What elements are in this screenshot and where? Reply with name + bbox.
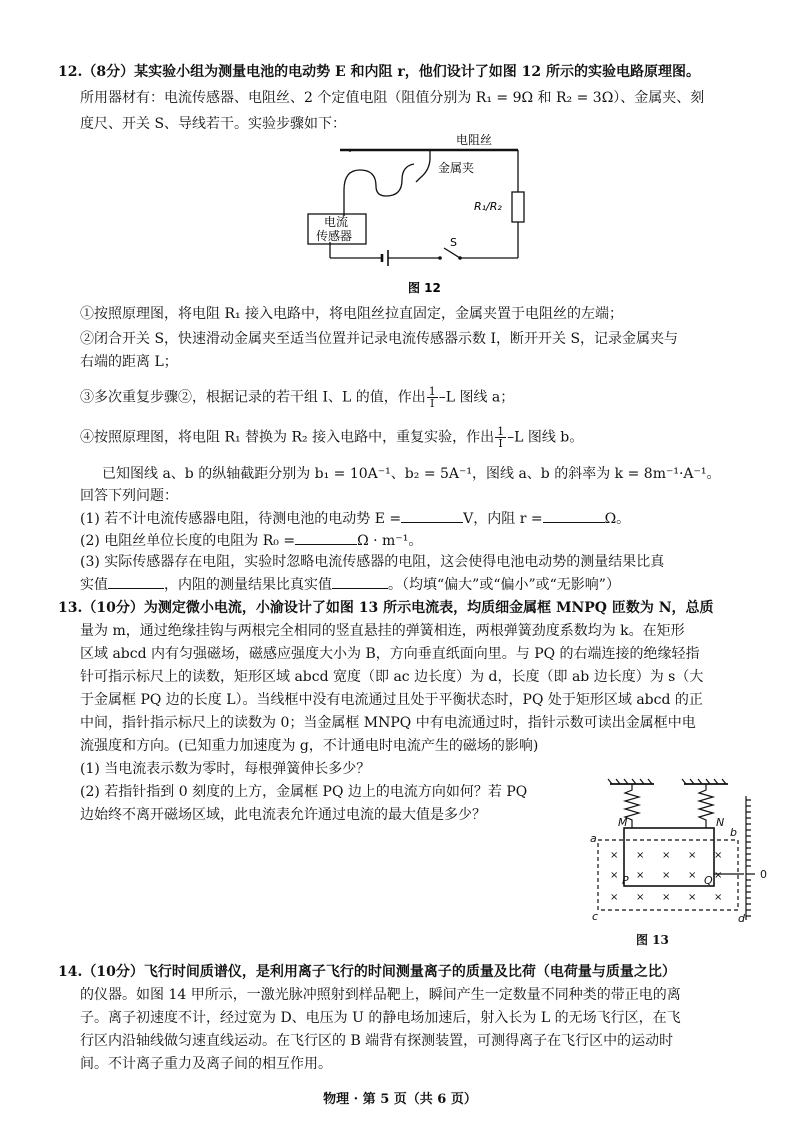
q12-step-4-post: –L 图线 b。 [507,429,584,446]
fraction-1-over-i [427,386,438,409]
q12-sub-1 [80,508,630,529]
current-meter-diagram [580,778,780,926]
q13-sub-1: (1) 当电流表示数为零时，每根弹簧伸长多少？ [80,761,371,777]
resistor-r1-r2 [512,192,524,222]
q12-answer-prompt: 回答下列问题： [80,488,178,504]
scale-zero-label: 0 [760,868,767,881]
resistor-label: R₁/R₂ [474,200,502,213]
label-q: Q [704,874,713,887]
q12-sub-3-line-2 [80,574,620,595]
field-mark: × [636,870,645,881]
q12-step-2a: ②闭合开关 S，快速滑动金属夹至适当位置并记录电流传感器示数 I，断开开关 S，记录金属夹与 [80,331,679,347]
field-mark: × [636,892,645,903]
emf-answer-blank[interactable] [401,508,463,523]
sensor-label-2: 传感器 [316,229,353,243]
label-m: M [618,816,628,829]
q14-line-5: 间。不计离子重力及离子间的相互作用。 [80,1056,332,1072]
label-n: N [716,816,725,829]
clip-wire [344,164,414,216]
q12-sub-2-a: (2) 电阻丝单位长度的电阻为 R₀ = [80,533,296,549]
wire-label: 电阻丝 [456,133,493,147]
clip-label: 金属夹 [438,161,475,175]
q12-step-4-pre: ④按照原理图，将电阻 R₁ 替换为 R₂ 接入电路中，重复实验，作出 [80,429,495,446]
field-mark: × [714,870,723,881]
fraction-numerator: 1 [428,385,436,398]
fraction-denominator: I [430,397,435,410]
field-mark: × [636,850,645,861]
field-mark: × [662,850,671,861]
q12-step-1: ①按照原理图，将电阻 R₁ 接入电路中，将电阻丝拉直固定，金属夹置于电阻丝的左端； [80,306,624,322]
q12-line-1: 12.（8分）某实验小组为测量电池的电动势 E 和内阻 r，他们设计了如图 12 所示的实验电路原理图。 [58,64,700,80]
q12-sub-3-a: 实值 [80,577,108,593]
internal-resistance-answer-blank[interactable] [543,508,605,523]
q12-line-2: 所用器材有：电流传感器、电阻丝、2 个定值电阻（阻值分别为 R₁ = 9Ω 和 R₂ = 3Ω）、金属夹、刻 [80,90,705,106]
field-mark: × [610,892,619,903]
q12-sub-1-a: (1) 若不计电流传感器电阻，待测电池的电动势 E = [80,511,402,527]
q13-line-7: 流强度和方向。(已知重力加速度为 g，不计通电时电流产生的磁场的影响) [80,738,539,754]
field-mark: × [688,870,697,881]
q12-sub-3-c: 。（均填“偏大”或“偏小”或“无影响”） [388,577,620,593]
q13-line-3: 区域 abcd 内有匀强磁场，磁感应强度大小为 B，方向垂直纸面向里。与 PQ 的右端连接的绝缘轻指 [80,646,700,662]
q14-line-3: 子。离子初速度不计，经过宽为 D、电压为 U 的静电场加速后，射入长为 L 的无场飞行区，在飞 [80,1010,681,1026]
circuit-diagram [290,130,550,300]
q14-line-1: 14.（10分）飞行时间质谱仪，是利用离子飞行的时间测量离子的质量及比荷（电荷量与质量之比） [58,964,676,980]
q12-sub-2 [80,530,422,551]
figure-12-circuit [290,130,550,300]
q13-line-2: 量为 m，通过绝缘挂钩与两根完全相同的竖直悬挂的弹簧相连，两根弹簧劲度系数均为 k。在矩形 [80,623,685,639]
q12-step-2b: 右端的距离 L； [80,354,178,370]
field-mark: × [714,850,723,861]
label-b: b [730,826,737,839]
r0-answer-blank[interactable] [295,530,357,545]
q13-sub-2a: (2) 若指针指到 0 刻度的上方，金属框 PQ 边上的电流方向如何？若 PQ [80,784,528,800]
switch-label: S [450,236,457,249]
metal-clip [416,150,430,182]
q12-sub-3-line-1: (3) 实际传感器存在电阻，实验时忽略电流传感器的电阻，这会使得电池电动势的测量结果比真 [80,554,665,570]
q13-sub-2b: 边始终不离开磁场区域，此电流表允许通过电流的最大值是多少？ [80,807,486,823]
q12-step-3 [80,386,514,409]
q12-known-values: 已知图线 a、b 的纵轴截距分别为 b₁ = 10A⁻¹、b₂ = 5A⁻¹，图线 a、b 的斜率为 k = 8m⁻¹·A⁻¹。 [102,466,721,482]
field-mark: × [610,870,619,881]
emf-bias-answer-blank[interactable] [108,574,164,589]
field-mark: × [662,892,671,903]
label-d: d [738,912,745,925]
q12-sub-3-b: ，内阻的测量结果比真实值 [164,577,332,593]
figure-13-caption: 图 13 [636,933,669,947]
field-mark: × [688,892,697,903]
q14-line-2: 的仪器。如图 14 甲所示，一激光脉冲照射到样品靶上，瞬间产生一定数量不同种类的带正电的离 [80,987,681,1003]
sensor-label-1: 电流 [324,215,349,229]
fraction-denominator-2: I [498,437,503,450]
q12-sub-1-b: V，内阻 r = [463,511,543,527]
page-footer: 物理 · 第 5 页（共 6 页） [323,1092,477,1107]
q13-line-5: 于金属框 PQ 边的长度 L）。当线框中没有电流通过且处于平衡状态时，PQ 处于矩形区域 abcd 的正 [80,692,703,708]
figure-13-apparatus [580,778,780,926]
q12-step-3-pre: ③多次重复步骤②，根据记录的若干组 I、L 的值，作出 [80,389,426,406]
switch-s [444,248,460,258]
field-mark: × [714,892,723,903]
q12-sub-1-c: Ω。 [604,511,631,527]
label-c: c [592,910,599,923]
fraction-1-over-i-2 [495,426,506,449]
q12-step-3-post: –L 图线 a； [438,389,515,406]
q13-line-4: 针可指示标尺上的读数，矩形区域 abcd 宽度（即 ac 边长度）为 d，长度（即 ab 边长度）为 s（大 [80,669,704,685]
q12-sub-2-b: Ω · m⁻¹。 [357,533,423,549]
field-mark: × [662,870,671,881]
label-p: P [622,874,629,887]
figure-12-caption: 图 12 [408,281,441,295]
right-spring [699,784,713,828]
q13-line-6: 中间，指针指示标尺上的读数为 0；当金属框 MNPQ 中有电流通过时，指针示数可读出金属框中电 [80,715,696,731]
label-a: a [590,832,597,845]
q12-step-4 [80,426,583,449]
field-mark: × [610,850,619,861]
q14-line-4: 行区内沿轴线做匀速直线运动。在飞行区的 B 端背有探测装置，可测得离子在飞行区中的运动时 [80,1033,674,1049]
q12-line-3: 度尺、开关 S、导线若干。实验步骤如下： [80,116,347,132]
field-mark: × [688,850,697,861]
q13-line-1: 13.（10分）为测定微小电流，小渝设计了如图 13 所示电流表，均质细金属框 MNPQ 匝数为 N，总质 [58,600,714,616]
fraction-numerator-2: 1 [497,425,505,438]
resistance-bias-answer-blank[interactable] [332,574,388,589]
